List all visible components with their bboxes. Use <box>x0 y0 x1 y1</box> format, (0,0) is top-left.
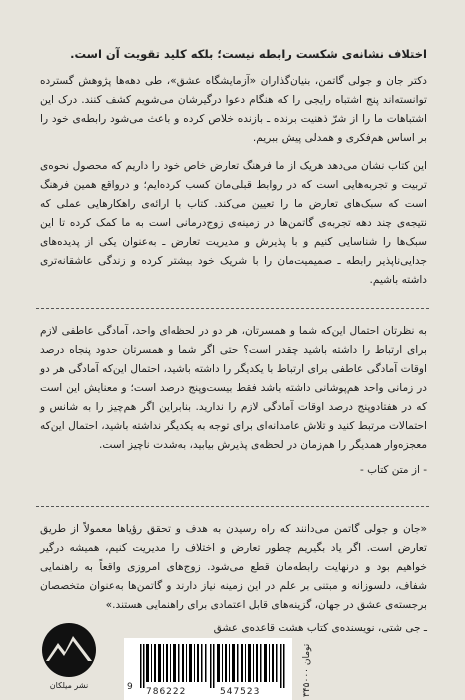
mountain-logo-icon <box>40 621 98 679</box>
excerpt-source: - از متن کتاب - <box>360 464 427 476</box>
intro-paragraph: این کتاب نشان می‌دهد هریک از ما فرهنگ تعارض خاص خود را داریم که محصول نحوه‌ی تربیت و تجربه‌هایی است که در روابط قبلی‌مان کسب کرده‌ایم؛ و درواقع همین فرهنگ است که سبک‌های تعارض ما را تعیین می‌کند. کتاب با ارائه‌ی راهکارهایی عملی که نتیجه‌ی چند دهه تجربه‌ی گاتمن‌ها در زمینه‌ی زوج‌درمانی است به ما کمک کرده تا این سبک‌ها را شناسایی کنیم و با پذیرش و مدیریت تعارض ـ به‌عنوان یکی از پدیده‌های جدایی‌ناپذیر رابطه ـ صمیمیت‌مان را با شریک خود بیشتر کرده و زندگی عاشقانه‌تری داشته باشیم. <box>40 160 427 286</box>
barcode-icon <box>140 644 286 688</box>
endorsement-quote: «جان و جولی گاتمن می‌دانند که راه رسیدن به هدف و تحقق رؤیاها معمولاً از طریق تعارض است. اگر یاد بگیریم چطور تعارض و اختلاف را مدیریت کنیم، همیشه درگیر خواهیم بود و درنهایت رابطه‌مان قطع می‌شود. زوج‌های امروزی واقعاً به راهنمایی شفاف، دلسوزانه و مبتنی بر علم در این زمینه نیاز دارند و گاتمن‌ها به‌عنوان متخصصان برجسته‌ی عشق در جهان، گزینه‌های قابل اعتمادی برای راهنمایی هستند.» <box>40 523 427 611</box>
headline-block <box>40 45 427 64</box>
isbn-digits: 786222 <box>146 687 187 697</box>
intro-block <box>40 72 427 290</box>
divider <box>36 506 429 507</box>
publisher-name: نشر میلکان <box>49 681 89 690</box>
publisher-logo <box>40 621 114 690</box>
isbn-barcode <box>124 638 292 700</box>
price-label: ۳۴۵۰۰۰ تومان <box>302 643 312 697</box>
isbn-digits: 547523 <box>220 687 261 697</box>
isbn-lead-digit: 9 <box>127 682 133 692</box>
excerpt-block <box>40 322 427 480</box>
excerpt-text: به نظرتان احتمال این‌که شما و همسرتان، هر دو در لحظه‌ای واحد، آمادگی عاطفی لازم برای ارتباط را داشته باشید چقدر است؟ حتی اگر شما و همسرتان حدود پنجاه درصد اوقات آمادگی عاطفی برای ارتباط با یکدیگر را داشته باشید، احتمال این‌که آمادگی هر دو در زمانی واحد هم‌پوشانی داشته باشد فقط بیست‌وپنج درصد است؛ و معنایش این است که در هفتادوپنج درصد اوقات آمادگی لازم را ندارید. بنابراین اگر هم‌چیز را به شانس و احتمالات مرتبط کنید و تلاش عامدانه‌ای برای توجه به یکدیگر نداشته باشید، احتمال این‌که معجزه‌وار همدیگر را هم‌زمان در لحظه‌ی پذیرش بیابید، به‌شدت ناچیز است. <box>40 325 427 451</box>
headline: اختلاف نشانه‌ی شکست رابطه نیست؛ بلکه کلید تقویت آن است. <box>70 47 427 61</box>
divider <box>36 308 429 309</box>
quote-attribution: ـ جی شتی، نویسنده‌ی کتاب هشت قاعده‌ی عشق <box>213 622 427 634</box>
intro-paragraph: دکتر جان و جولی گاتمن، بنیان‌گذاران «آزمایشگاه عشق»، طی دهه‌ها پژوهش گسترده توانسته‌اند پنج اشتباه رایجی را که هنگام دعوا درگیرشان می‌شویم کشف کنند. درک این اشتباهات ما را از شرّ ذهنیت برنده ـ بازنده خلاص کرده و باعث می‌شود رابطه‌ی خود را بر اساس هم‌فکری و همدلی پیش ببریم. <box>40 75 427 144</box>
